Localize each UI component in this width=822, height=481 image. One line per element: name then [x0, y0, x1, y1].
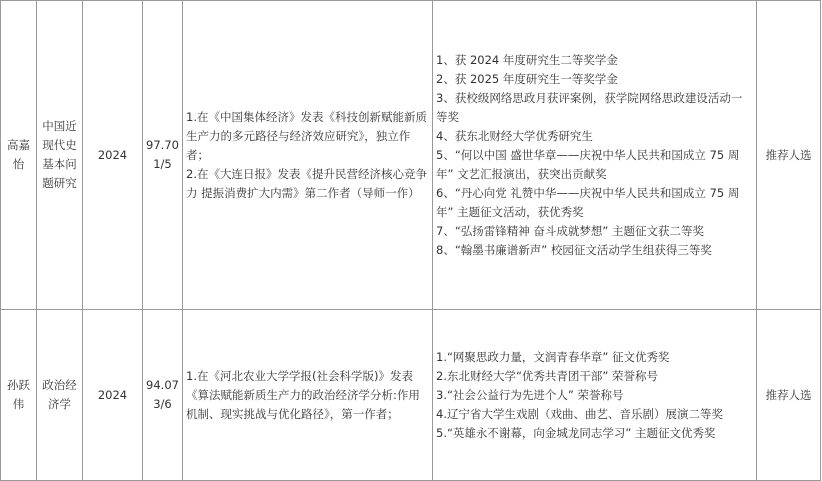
awards-cell	[433, 1, 757, 310]
papers-cell	[183, 310, 433, 481]
table-row	[1, 1, 821, 310]
papers-cell	[183, 1, 433, 310]
major-cell: 政治经济学	[37, 310, 83, 481]
award-item: 1.“网聚思政力量，文润青春华章” 征文优秀奖	[436, 349, 670, 364]
award-item: 8、“翰墨书廉谱新声” 校园征文活动学生组获得三等奖	[436, 242, 712, 257]
award-item: 4、获东北财经大学优秀研究生	[436, 128, 593, 143]
award-item: 5、“何以中国 盛世华章——庆祝中华人民共和国成立 75 周年” 文艺汇报演出，获突出贡献奖	[436, 147, 740, 181]
result-cell: 推荐人选	[757, 1, 821, 310]
award-item: 3.“社会公益行为先进个人” 荣誉称号	[436, 387, 624, 402]
score-cell: 97.701/5	[143, 1, 183, 310]
award-item: 4.辽宁省大学生戏剧（戏曲、曲艺、音乐剧）展演二等奖	[436, 406, 723, 421]
award-item: 1、获 2024 年度研究生二等奖学金	[436, 52, 618, 67]
score-cell: 94.073/6	[143, 310, 183, 481]
awards-cell	[433, 310, 757, 481]
award-item: 7、“弘扬雷锋精神 奋斗成就梦想” 主题征文获二等奖	[436, 223, 705, 238]
award-item: 2.东北财经大学“优秀共青团干部” 荣誉称号	[436, 368, 659, 383]
paper-text: 1.在《中国集体经济》发表《科技创新赋能新质生产力的多元路径与经济效应研究》，独立作者； 2.在《大连日报》发表《提升民营经济核心竞争力 提振消费扩大内需》第二作者（导师一作）	[186, 109, 427, 200]
student-name: 孙跃伟	[1, 310, 37, 481]
major-cell: 中国近现代史基本问题研究	[37, 1, 83, 310]
award-item: 6、“丹心向党 礼赞中华——庆祝中华人民共和国成立 75 周年” 主题征文活动，获优秀奖	[436, 185, 740, 219]
result-cell: 推荐人选	[757, 310, 821, 481]
paper-text: 1.在《河北农业大学学报(社会科学版)》发表《算法赋能新质生产力的政治经济学分析:作用机制、现实挑战与优化路径》，第一作者；	[186, 368, 420, 421]
year-cell: 2024	[83, 1, 143, 310]
table-row	[1, 310, 821, 481]
award-item: 3、获校级网络思政月获评案例，获学院网络思政建设活动一等奖	[436, 90, 743, 124]
student-name: 高嘉怡	[1, 1, 37, 310]
award-item: 5.“英雄永不谢幕，向金城龙同志学习” 主题征文优秀奖	[436, 425, 716, 440]
award-item: 2、获 2025 年度研究生一等奖学金	[436, 71, 618, 86]
year-cell: 2024	[83, 310, 143, 481]
